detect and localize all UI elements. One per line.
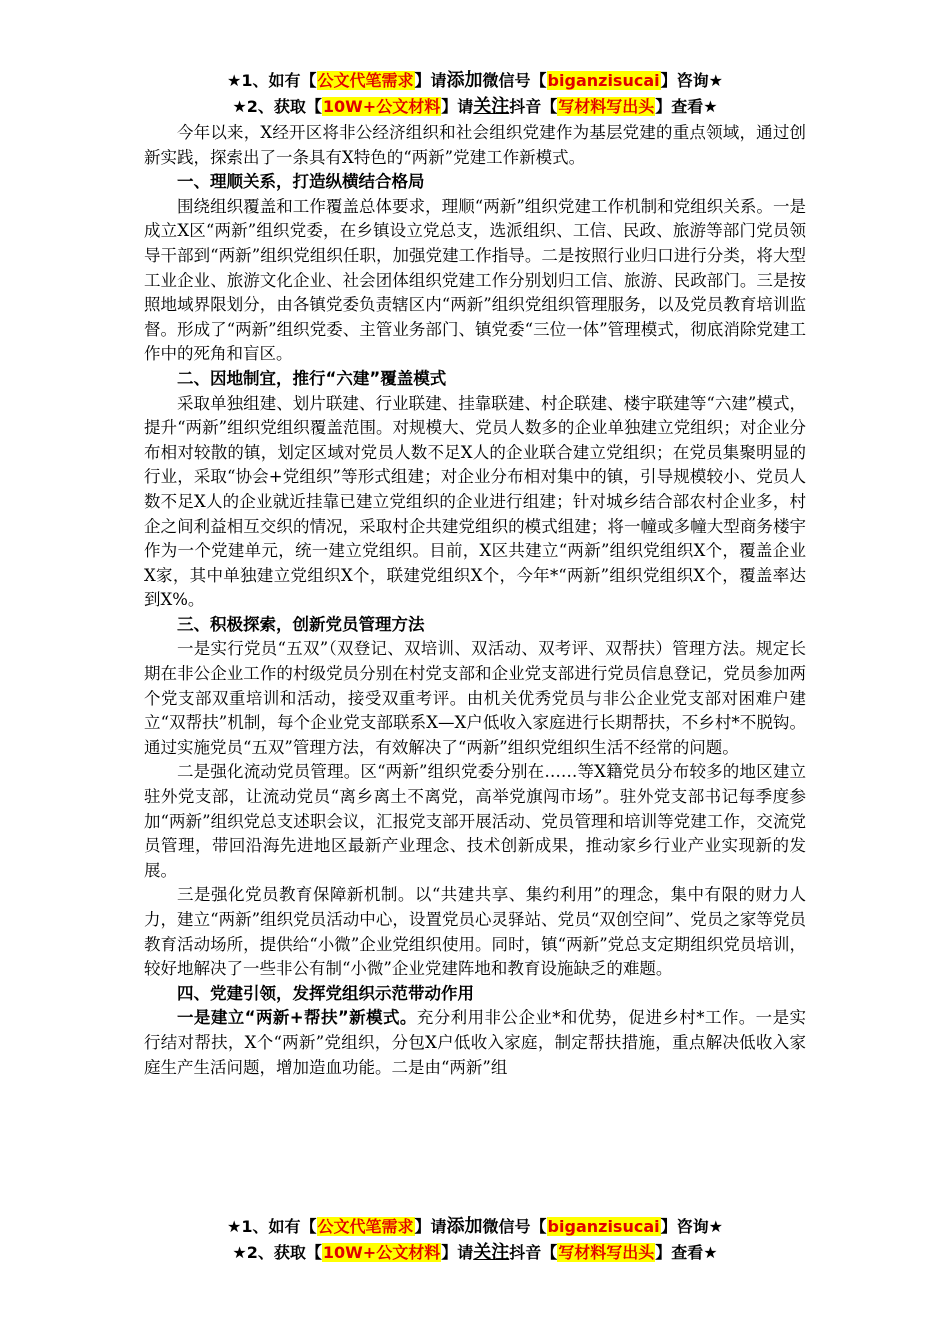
promo-banner-top: [140, 68, 810, 120]
paragraph-lead: 一是建立“两新+帮扶”新模式。: [177, 1008, 417, 1028]
section-heading-3: 三、积极探索，创新党员管理方法: [177, 614, 425, 634]
highlight-service: 公文代笔需求: [317, 1217, 414, 1236]
highlight-wechat-id: biganzisucai: [547, 71, 660, 90]
section-heading-1: 一、理顺关系，打造纵横结合格局: [177, 172, 425, 192]
paragraph: 一是建立“两新+帮扶”新模式。充分利用非公企业*和优势，促进乡村*工作。一是实行结对帮扶，X个“两新”党组织，分包X户低收入家庭，制定帮扶措施，重点解决低收入家庭生产生活问题，增加造血功能。二是由“两新”组: [144, 1008, 807, 1077]
document-body: [144, 121, 806, 1080]
paragraph: 围绕组织覆盖和工作覆盖总体要求，理顺“两新”组织党建工作机制和党组织关系。一是成立X区“两新”组织党委，在乡镇设立党总支，选派组织、工信、民政、旅游等部门党员领导干部到“两新”组织党组织任职，加强党建工作指导。二是按照行业归口进行分类，将大型工业企业、旅游文化企业、社会团体组织党建工作分别划归工信、旅游、民政部门。三是按照地域界限划分，由各镇党委负责辖区内“两新”组织党组织管理服务，以及党员教育培训监督。形成了“两新”组织党委、主管业务部门、镇党委“三位一体”管理模式，彻底消除党建工作中的死角和盲区。: [144, 196, 806, 364]
promo-line-2: ★2、获取【10W+公文材料】请关注抖音【写材料写出头】查看★: [232, 96, 718, 117]
section-heading-4: 四、党建引领，发挥党组织示范带动作用: [177, 983, 474, 1003]
intro-paragraph: 今年以来，X经开区将非公经济组织和社会组织党建作为基层党建的重点领域，通过创新实践，探索出了一条具有X特色的“两新”党建工作新模式。: [144, 123, 806, 167]
promo-banner-bottom: [140, 1214, 810, 1266]
promo-line-2: ★2、获取【10W+公文材料】请关注抖音【写材料写出头】查看★: [232, 1242, 718, 1263]
promo-line-1: ★1、如有【公文代笔需求】请添加微信号【biganzisucai】咨询★: [227, 70, 723, 91]
promo-line-1: ★1、如有【公文代笔需求】请添加微信号【biganzisucai】咨询★: [227, 1216, 723, 1237]
highlight-service: 公文代笔需求: [317, 71, 414, 90]
highlight-materials: 10W+公文材料: [322, 97, 441, 116]
paragraph: 一是实行党员“五双”（双登记、双培训、双活动、双考评、双帮扶）管理方法。规定长期在非公企业工作的村级党员分别在村党支部和企业党支部进行党员信息登记，党员参加两个党支部双重培训和活动，接受双重考评。由机关优秀党员与非公企业党支部对困难户建立“双帮扶”机制，每个企业党支部联系X—X户低收入家庭进行长期帮扶，不乡村*不脱钩。通过实施党员“五双”管理方法，有效解决了“两新”组织党组织生活不经常的问题。: [144, 639, 806, 757]
section-heading-2: 二、因地制宜，推行“六建”覆盖模式: [177, 368, 447, 388]
highlight-materials: 10W+公文材料: [322, 1243, 441, 1262]
paragraph: 二是强化流动党员管理。区“两新”组织党委分别在……等X籍党员分布较多的地区建立驻外党支部，让流动党员“离乡离土不离党，高举党旗闯市场”。驻外党支部书记每季度参加“两新”组织党总支述职会议，汇报党支部开展活动、党员管理和培训等党建工作，交流党员管理，带回沿海先进地区最新产业理念、技术创新成果，推动家乡行业产业实现新的发展。: [144, 762, 806, 880]
paragraph: 采取单独组建、划片联建、行业联建、挂靠联建、村企联建、楼宇联建等“六建”模式，提升“两新”组织党组织覆盖范围。对规模大、党员人数多的企业单独建立党组织；对企业分布相对较散的镇，划定区域对党员人数不足X人的企业联合建立党组织；在党员集聚明显的行业，采取“协会+党组织”等形式组建；对企业分布相对集中的镇，引导规模较小、党员人数不足X人的企业就近挂靠已建立党组织的企业进行组建；针对城乡结合部农村企业多，村企之间利益相互交织的情况，采取村企共建党组织的模式组建；将一幢或多幢大型商务楼宇作为一个党建单元，统一建立党组织。目前，X区共建立“两新”组织党组织X个，覆盖企业X家，其中单独建立党组织X个，联建党组织X个，今年*“两新”组织党组织X个，覆盖率达到X%。: [144, 393, 806, 610]
highlight-douyin: 写材料写出头: [558, 1243, 655, 1262]
highlight-wechat-id: biganzisucai: [547, 1217, 660, 1236]
highlight-douyin: 写材料写出头: [558, 97, 655, 116]
paragraph: 三是强化党员教育保障新机制。以“共建共享、集约利用”的理念，集中有限的财力人力，建立“两新”组织党员活动中心，设置党员心灵驿站、党员“双创空间”、党员之家等党员教育活动场所，提供给“小微”企业党组织使用。同时，镇“两新”党总支定期组织党员培训，较好地解决了一些非公有制“小微”企业党建阵地和教育设施缺乏的难题。: [144, 885, 806, 979]
